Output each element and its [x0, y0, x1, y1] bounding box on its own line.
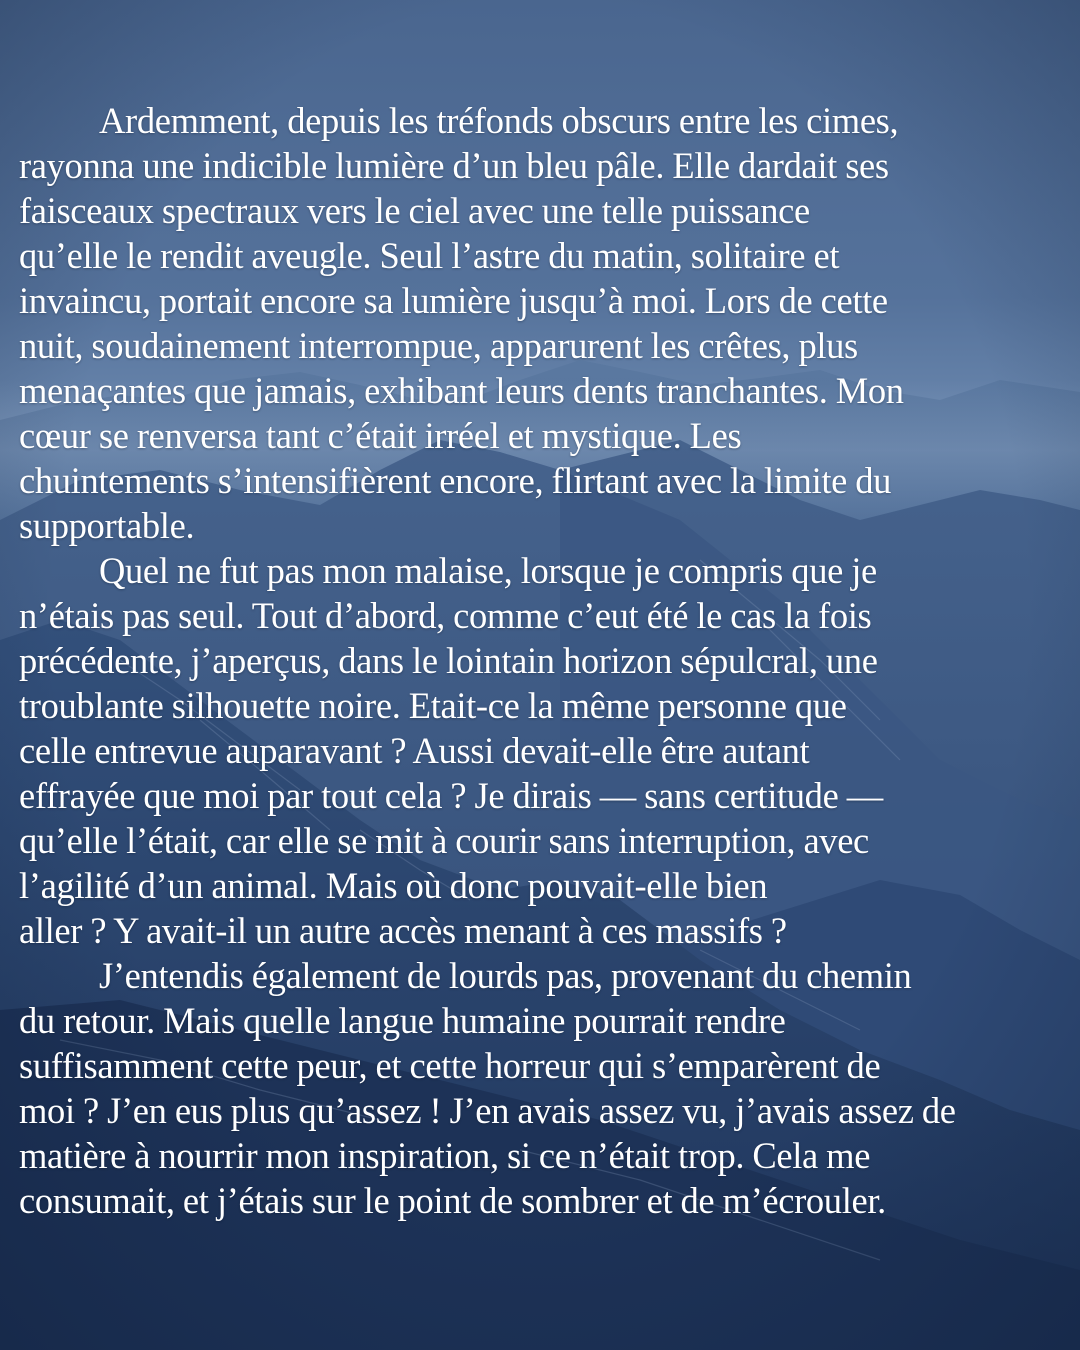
paragraph — [19, 548, 1064, 953]
text-line: précédente, j’aperçus, dans le lointain horizon sépulcral, une — [19, 640, 878, 681]
text-line: l’agilité d’un animal. Mais où donc pouvait-elle bien — [19, 865, 768, 906]
text-line: suffisamment cette peur, et cette horreur qui s’emparèrent de — [19, 1045, 881, 1086]
text-line: nuit, soudainement interrompue, apparurent les crêtes, plus — [19, 325, 858, 366]
text-line: Ardemment, depuis les tréfonds obscurs entre les cimes, — [99, 100, 899, 141]
text-line: cœur se renversa tant c’était irréel et mystique. Les — [19, 415, 742, 456]
paragraph — [19, 98, 1064, 548]
text-line: moi ? J’en eus plus qu’assez ! J’en avais assez vu, j’avais assez de — [19, 1090, 956, 1131]
text-line: Quel ne fut pas mon malaise, lorsque je compris que je — [99, 550, 877, 591]
text-line: invaincu, portait encore sa lumière jusqu’à moi. Lors de cette — [19, 280, 888, 321]
text-line: n’étais pas seul. Tout d’abord, comme c’eut été le cas la fois — [19, 595, 872, 636]
text-line: celle entrevue auparavant ? Aussi devait-elle être autant — [19, 730, 810, 771]
text-line: du retour. Mais quelle langue humaine pourrait rendre — [19, 1000, 786, 1041]
text-line: menaçantes que jamais, exhibant leurs dents tranchantes. Mon — [19, 370, 904, 411]
text-line: chuintements s’intensifièrent encore, flirtant avec la limite du — [19, 460, 892, 501]
text-line: troublante silhouette noire. Etait-ce la même personne que — [19, 685, 847, 726]
prose-text-block — [19, 98, 1064, 1223]
text-line: qu’elle le rendit aveugle. Seul l’astre du matin, solitaire et — [19, 235, 840, 276]
text-line: faisceaux spectraux vers le ciel avec une telle puissance — [19, 190, 810, 231]
text-line: rayonna une indicible lumière d’un bleu pâle. Elle dardait ses — [19, 145, 889, 186]
text-line: J’entendis également de lourds pas, provenant du chemin — [99, 955, 912, 996]
text-line: effrayée que moi par tout cela ? Je dirais — sans certitude — — [19, 775, 883, 816]
text-line: qu’elle l’était, car elle se mit à courir sans interruption, avec — [19, 820, 869, 861]
paragraph — [19, 953, 1064, 1223]
text-line: supportable. — [19, 505, 195, 546]
text-line: matière à nourrir mon inspiration, si ce n’était trop. Cela me — [19, 1135, 871, 1176]
text-line: consumait, et j’étais sur le point de sombrer et de m’écrouler. — [19, 1180, 886, 1221]
text-line: aller ? Y avait-il un autre accès menant à ces massifs ? — [19, 910, 787, 951]
